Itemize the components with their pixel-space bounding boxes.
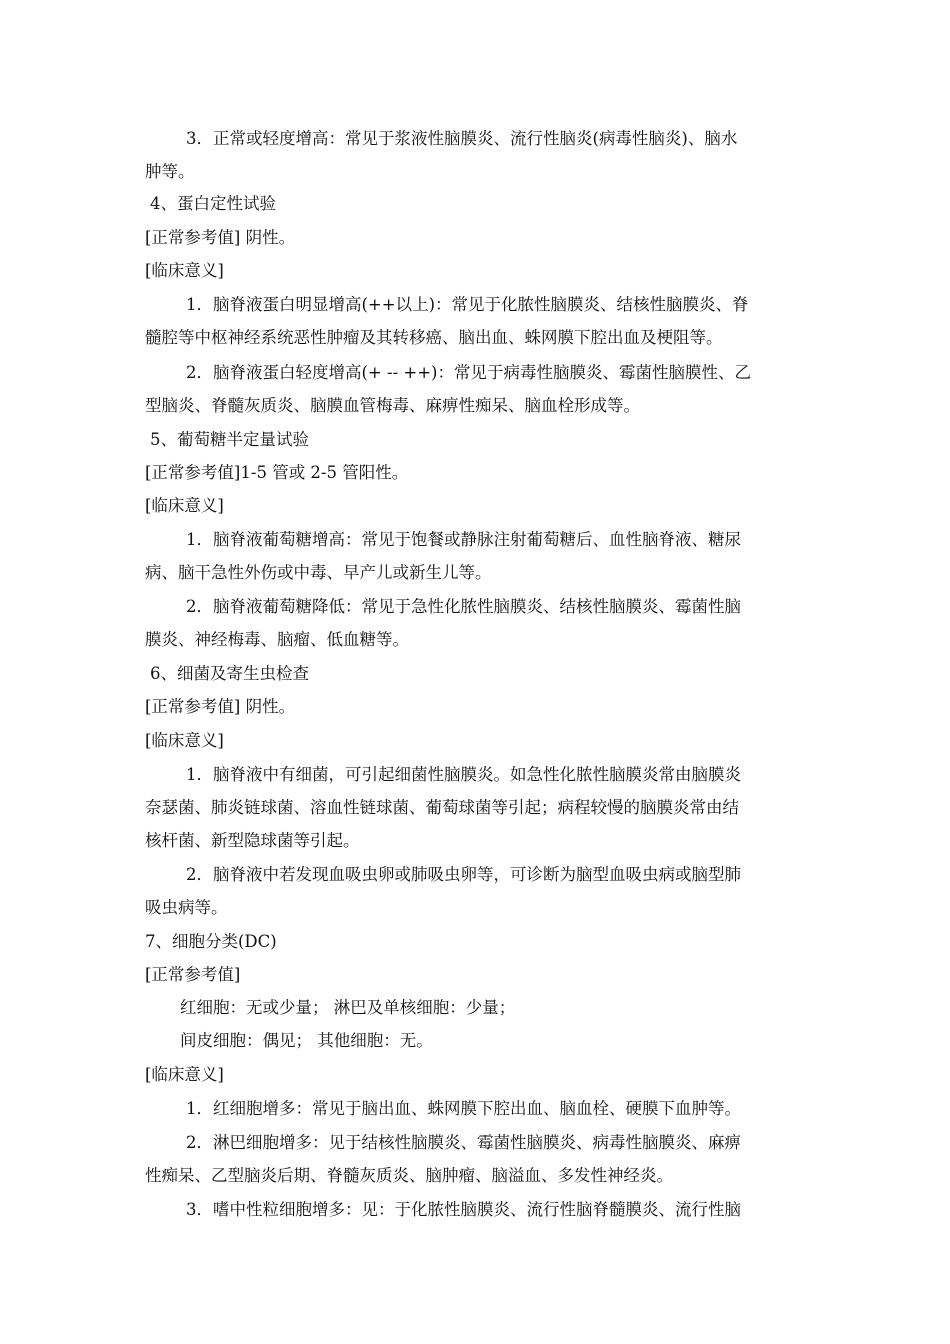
- paragraph-line: 型脑炎、脊髓灰质炎、脑膜血管梅毒、麻痹性痴呆、脑血栓形成等。: [145, 396, 640, 415]
- section-heading: 5、葡萄糖半定量试验: [150, 430, 309, 449]
- paragraph-line: 病、脑干急性外伤或中毒、早产儿或新生儿等。: [145, 563, 492, 582]
- reference-value-label: [正常参考值]1-5 管或 2-5 管阳性。: [145, 463, 409, 482]
- paragraph-line: 间皮细胞：偶见； 其他细胞：无。: [180, 1031, 433, 1050]
- paragraph-line: 2．淋巴细胞增多：见于结核性脑膜炎、霉菌性脑膜炎、病毒性脑膜炎、麻痹: [186, 1133, 741, 1152]
- clinical-significance-label: [临床意义]: [145, 1065, 224, 1084]
- paragraph-line: 1．脑脊液蛋白明显增高(++以上)：常见于化脓性脑膜炎、结核性脑膜炎、脊: [186, 295, 749, 314]
- paragraph-line: 奈瑟菌、肺炎链球菌、溶血性链球菌、葡萄球菌等引起；病程较慢的脑膜炎常由结: [145, 798, 739, 817]
- paragraph-line: 吸虫病等。: [145, 898, 228, 917]
- paragraph-line: 肿等。: [145, 162, 195, 181]
- clinical-significance-label: [临床意义]: [145, 496, 224, 515]
- paragraph-line: 2．脑脊液中若发现血吸虫卵或肺吸虫卵等，可诊断为脑型血吸虫病或脑型肺: [186, 865, 741, 884]
- paragraph-line: 3．嗜中性粒细胞增多：见：于化脓性脑膜炎、流行性脑脊髓膜炎、流行性脑: [186, 1200, 741, 1219]
- reference-value-label: [正常参考值]: [145, 965, 241, 984]
- section-heading: 7、细胞分类(DC): [145, 932, 277, 951]
- paragraph-line: 膜炎、神经梅毒、脑瘤、低血糖等。: [145, 630, 409, 649]
- paragraph-line: 2．脑脊液蛋白轻度增高(+ -- ++)：常见于病毒性脑膜炎、霉菌性脑膜性、乙: [186, 363, 751, 382]
- section-heading: 6、细菌及寄生虫检查: [150, 664, 309, 683]
- paragraph-line: 3．正常或轻度增高：常见于浆液性脑膜炎、流行性脑炎(病毒性脑炎)、脑水: [186, 129, 738, 148]
- paragraph-line: 1．脑脊液葡萄糖增高：常见于饱餐或静脉注射葡萄糖后、血性脑脊液、糖尿: [186, 530, 741, 549]
- paragraph-line: 核杆菌、新型隐球菌等引起。: [145, 831, 360, 850]
- clinical-significance-label: [临床意义]: [145, 261, 224, 280]
- paragraph-line: 髓腔等中枢神经系统恶性肿瘤及其转移癌、脑出血、蛛网膜下腔出血及梗阻等。: [145, 328, 723, 347]
- paragraph-line: 性痴呆、乙型脑炎后期、脊髓灰质炎、脑肿瘤、脑溢血、多发性神经炎。: [145, 1166, 673, 1185]
- reference-value-label: [正常参考值] 阴性。: [145, 228, 296, 247]
- clinical-significance-label: [临床意义]: [145, 731, 224, 750]
- reference-value-label: [正常参考值] 阴性。: [145, 697, 296, 716]
- paragraph-line: 1．红细胞增多：常见于脑出血、蛛网膜下腔出血、脑血栓、硬膜下血肿等。: [186, 1099, 741, 1118]
- paragraph-line: 1．脑脊液中有细菌，可引起细菌性脑膜炎。如急性化脓性脑膜炎常由脑膜炎: [186, 765, 741, 784]
- section-heading: 4、蛋白定性试验: [150, 194, 276, 213]
- paragraph-line: 红细胞：无或少量； 淋巴及单核细胞：少量；: [180, 998, 516, 1017]
- paragraph-line: 2．脑脊液葡萄糖降低：常见于急性化脓性脑膜炎、结核性脑膜炎、霉菌性脑: [186, 597, 741, 616]
